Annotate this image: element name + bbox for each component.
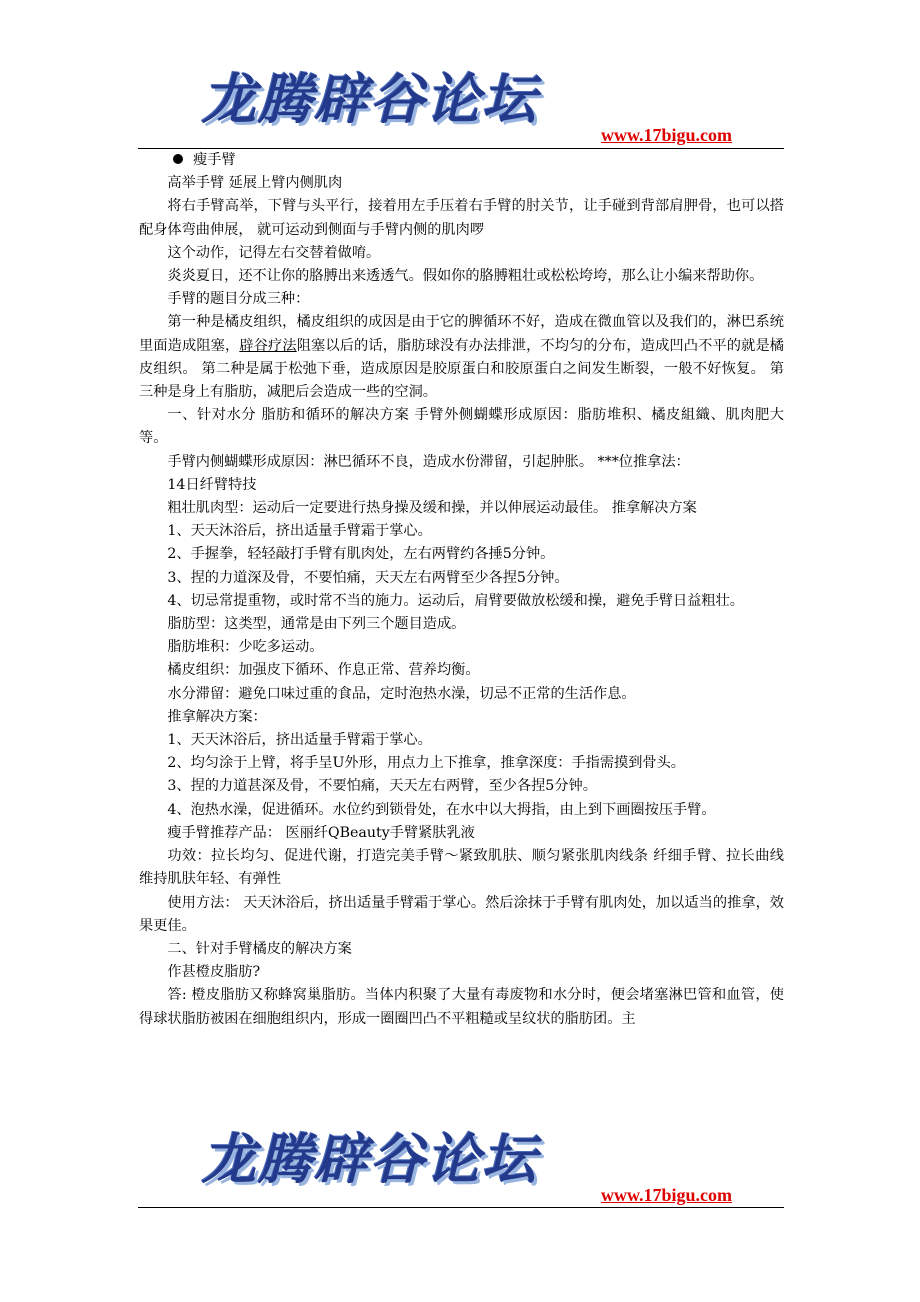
paragraph: 2、均匀涂于上臂，将手呈U外形，用点力上下推拿，推拿深度：手指需摸到骨头。	[167, 755, 685, 772]
paragraph: 脂肪型：这类型，通常是由下列三个题目造成。	[167, 616, 466, 633]
paragraph: 炎炎夏日，还不让你的胳膊出来透透气。假如你的胳膊粗壮或松松垮垮，那么让小编来帮助你。	[167, 268, 764, 285]
paragraph: 二、针对手臂橘皮的解决方案	[167, 940, 352, 957]
paragraph: 瘦手臂推荐产品： 医丽纤QBeauty手臂紧肤乳液	[167, 824, 475, 841]
paragraph: 2、手握拳，轻轻敲打手臂有肌肉处，左右两臂约各捶5分钟。	[167, 546, 555, 563]
paragraph: 手臂的题目分成三种：	[167, 291, 310, 308]
paragraph: 答: 橙皮脂肪又称蜂窝巢脂肪。当体内积聚了大量有毒废物和水分时，便会堵塞淋巴管和血管，使得球状脂肪被困在细胞组织内，形成一圈圈凹凸不平粗糙或呈纹状的脂肪团。主	[139, 987, 784, 1027]
paragraph: 手臂内侧蝴蝶形成原因：淋巴循环不良，造成水份滞留，引起肿胀。 ***位推拿法：	[167, 453, 690, 470]
header-site-link[interactable]: www.17bigu.com	[600, 125, 732, 145]
paragraph: 水分滞留：避免口味过重的食品，定时泡热水澡，切忌不正常的生活作息。	[167, 685, 636, 702]
paragraph: 一、针对水分 脂肪和循环的解决方案 手臂外侧蝴蝶形成原因：脂肪堆积、橘皮組織、肌肉肥大等。	[139, 407, 784, 447]
paragraph: 1、天天沐浴后，挤出适量手臂霜于掌心。	[167, 523, 432, 540]
paragraph: 功效：拉长均匀、促进代谢，打造完美手臂～紧致肌肤、顺匀紧张肌肉线条 纤细手臂、拉长曲线 维持肌肤年轻、有弹性	[139, 848, 784, 888]
article-body	[139, 149, 784, 1031]
paragraph: 1、天天沐浴后，挤出适量手臂霜于掌心。	[167, 732, 432, 749]
paragraph: 14日纤臂特技	[167, 476, 257, 493]
footer-divider	[138, 1207, 784, 1208]
paragraph: 3、捏的力道深及骨，不要怕痛，天天左右两臂至少各捏5分钟。	[167, 569, 569, 586]
paragraph: 4、切忌常提重物，或时常不当的施力。运动后，肩臂要做放松缓和操，避免手臂日益粗壮。	[167, 592, 744, 609]
paragraph: 将右手臂高举，下臂与头平行，接着用左手压着右手臂的肘关节，让手碰到背部肩胛骨，也可以搭配身体弯曲伸展， 就可运动到侧面与手臂内侧的肌肉啰	[139, 198, 784, 238]
bullet-icon	[173, 154, 183, 164]
paragraph: 高举手臂 延展上臂内侧肌肉	[167, 175, 343, 192]
paragraph: 橘皮组织：加强皮下循环、作息正常、营养均衡。	[167, 662, 480, 679]
header-banner	[138, 68, 784, 148]
paragraph: 使用方法： 天天沐浴后，挤出适量手臂霜于掌心。然后涂抹于手臂有肌肉处，加以适当的推拿，效果更佳。	[139, 894, 784, 934]
forum-logo: 龙腾辟谷论坛	[202, 1128, 538, 1191]
paragraph: 第一种是橘皮组织，橘皮组织的成因是由于它的脾循环不好，造成在微血管以及我们的，淋巴系统里面造成阻塞，辟谷疗法阻塞以后的话，脂肪球没有办法排泄，不均匀的分布，造成凹凸不平的就是橘皮组织。 第二种是属于松弛下垂，造成原因是胶原蛋白和胶原蛋白之间发生断裂，一般不好恢复。 第三种是身上有脂肪，减肥后会造成一些的空洞。	[139, 314, 784, 401]
forum-logo: 龙腾辟谷论坛	[202, 68, 538, 131]
paragraph: 推拿解决方案：	[167, 708, 267, 725]
paragraph: 4、泡热水澡，促进循环。水位约到锁骨处，在水中以大拇指，由上到下画圈按压手臂。	[167, 801, 716, 818]
footer-site-link[interactable]: www.17bigu.com	[600, 1185, 732, 1205]
paragraph: 粗壮肌肉型：运动后一定要进行热身操及缓和操，并以伸展运动最佳。 推拿解决方案	[167, 500, 697, 517]
bullet-heading: 瘦手臂	[139, 149, 784, 172]
footer-banner	[138, 1128, 784, 1208]
paragraph: 3、捏的力道甚深及骨，不要怕痛，天天左右两臂，至少各捏5分钟。	[167, 778, 597, 795]
paragraph: 脂肪堆积：少吃多运动。	[167, 639, 324, 656]
paragraph: 这个动作，记得左右交替着做唷。	[167, 244, 381, 261]
paragraph: 作甚橙皮脂肪?	[167, 964, 261, 981]
bigu-therapy-link[interactable]: 辟谷疗法	[239, 337, 297, 354]
